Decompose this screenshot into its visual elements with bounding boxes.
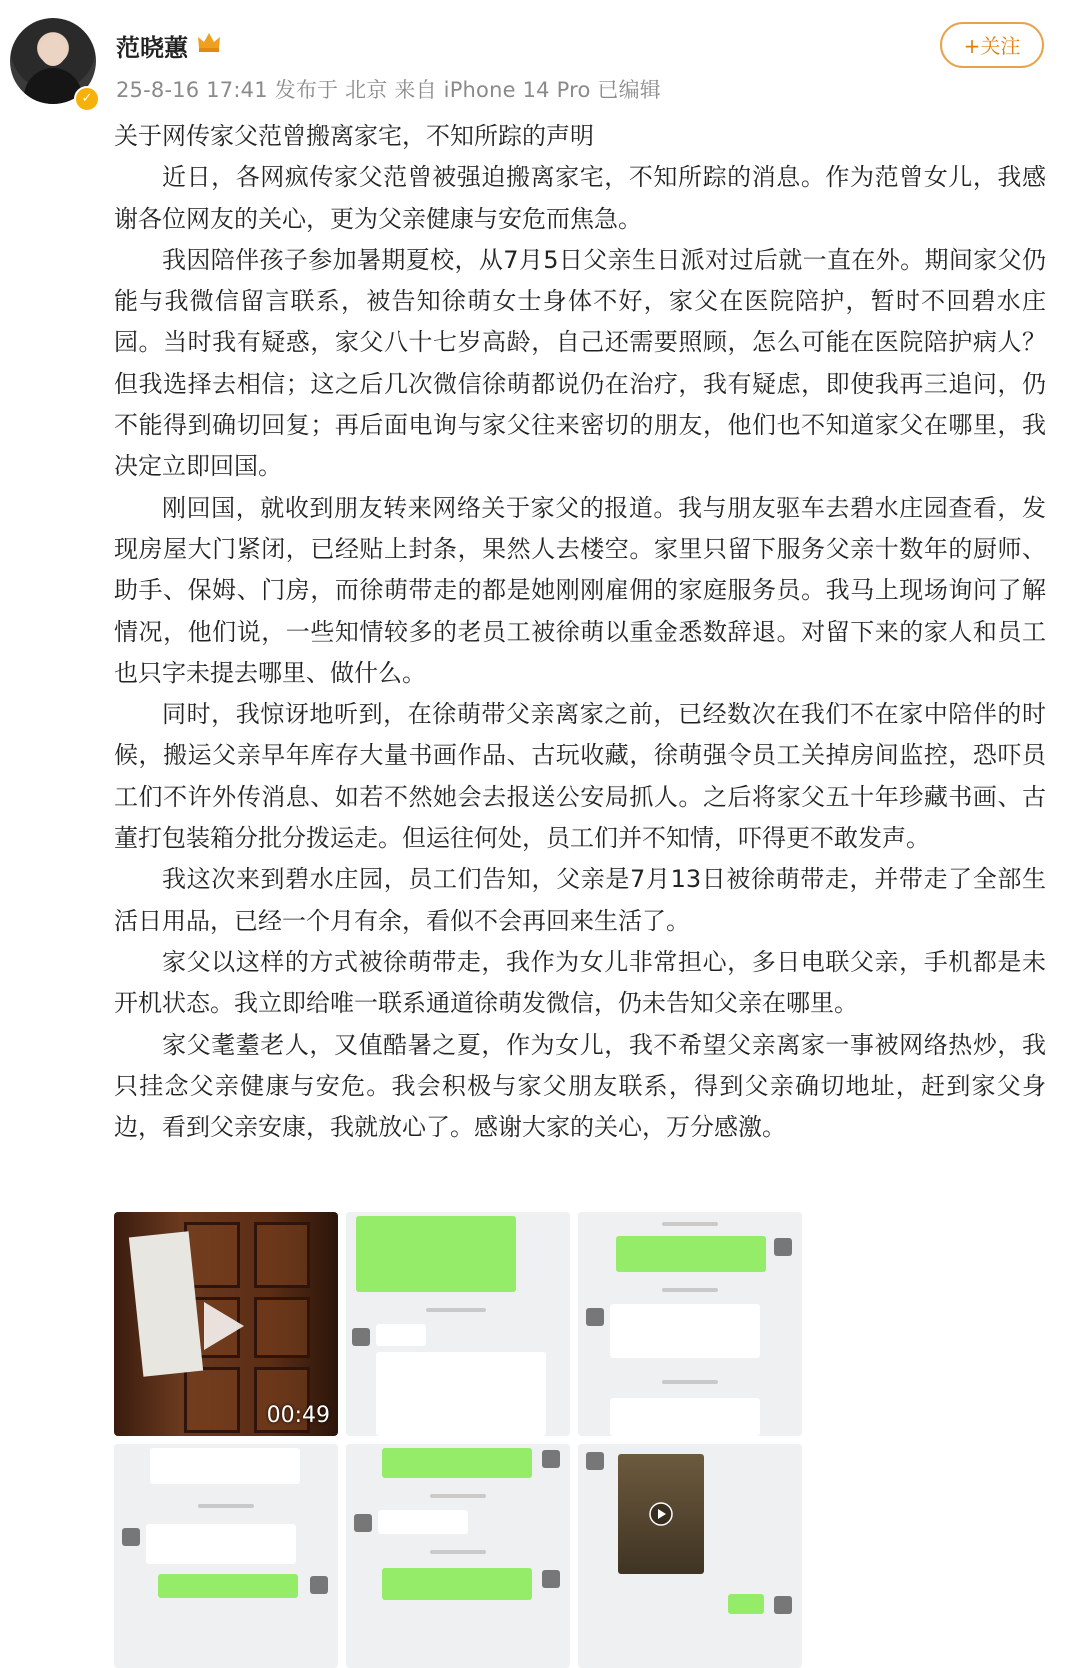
chat-screenshot-image[interactable] <box>346 1212 570 1436</box>
chat-timestamp <box>662 1288 718 1292</box>
chat-bubble-received <box>610 1304 760 1358</box>
chat-bubble-received <box>610 1398 760 1436</box>
verified-badge-icon: ✓ <box>74 86 100 112</box>
chat-bubble-sent <box>158 1574 298 1598</box>
chat-avatar <box>310 1576 328 1594</box>
chat-video-preview <box>618 1454 704 1574</box>
chat-screenshot-image[interactable] <box>578 1212 802 1436</box>
post-paragraph: 同时，我惊讶地听到，在徐萌带父亲离家之前，已经数次在我们不在家中陪伴的时候，搬运父亲早年库存大量书画作品、古玩收藏，徐萌强令员工关掉房间监控，恐吓员工们不许外传消息、如若不然她会去报送公安局抓人。之后将家父五十年珍藏书画、古董打包装箱分批分拨运走。但运往何处，员工们并不知情，吓得更不敢发声。 <box>114 700 1046 853</box>
chat-avatar <box>586 1452 604 1470</box>
user-name[interactable]: 范晓蕙 <box>116 34 188 62</box>
chat-timestamp <box>430 1494 486 1498</box>
chat-bubble-sent <box>616 1236 766 1272</box>
door-panel <box>184 1367 240 1433</box>
chat-screenshot-image[interactable] <box>346 1444 570 1668</box>
chat-avatar <box>774 1596 792 1614</box>
chat-avatar <box>774 1238 792 1256</box>
chat-avatar <box>542 1450 560 1468</box>
chat-bubble-received <box>146 1524 296 1564</box>
chat-avatar <box>352 1328 370 1346</box>
chat-timestamp <box>198 1504 254 1508</box>
post-paragraph: 家父耄耋老人，又值酷暑之夏，作为女儿，我不希望父亲离家一事被网络热炒，我只挂念父亲健康与安危。我会积极与家父朋友联系，得到父亲确切地址，赶到家父身边，看到父亲安康，我就放心了。感谢大家的关心，万分感激。 <box>114 1030 1046 1142</box>
crown-icon <box>196 30 222 54</box>
avatar-face <box>40 36 66 66</box>
media-grid <box>114 1212 814 1610</box>
play-icon[interactable] <box>204 1302 244 1350</box>
chat-bubble-received <box>376 1352 546 1436</box>
post-body <box>114 116 1046 1148</box>
door-panel <box>254 1297 310 1358</box>
chat-timestamp <box>662 1380 718 1384</box>
chat-bubble-sent <box>382 1568 532 1600</box>
video-thumbnail[interactable] <box>114 1212 338 1436</box>
post-paragraph: 我因陪伴孩子参加暑期夏校，从7月5日父亲生日派对过后就一直在外。期间家父仍能与我微信留言联系，被告知徐萌女士身体不好，家父在医院陪护，暂时不回碧水庄园。当时我有疑惑，家父八十七岁高龄，自己还需要照顾，怎么可能在医院陪护病人？但我选择去相信；这之后几次微信徐萌都说仍在治疗，我有疑虑，即使我再三追问，仍不能得到确切回复；再后面电询与家父往来密切的朋友，他们也不知道家父在哪里，我决定立即回国。 <box>114 245 1046 481</box>
chat-bubble-sent <box>728 1594 764 1614</box>
chat-bubble-sent <box>382 1448 532 1478</box>
chat-screenshot-image[interactable] <box>114 1444 338 1668</box>
follow-button[interactable]: +关注 <box>940 22 1044 68</box>
chat-video-screenshot-image[interactable] <box>578 1444 802 1668</box>
chat-avatar <box>586 1308 604 1326</box>
chat-avatar <box>542 1570 560 1588</box>
post-paragraph: 刚回国，就收到朋友转来网络关于家父的报道。我与朋友驱车去碧水庄园查看，发现房屋大门紧闭，已经贴上封条，果然人去楼空。家里只留下服务父亲十数年的厨师、助手、保姆、门房，而徐萌带走的都是她刚刚雇佣的家庭服务员。我马上现场询问了解情况，他们说，一些知情较多的老员工被徐萌以重金悉数辞退。对留下来的家人和员工也只字未提去哪里、做什么。 <box>114 493 1046 687</box>
chat-avatar <box>354 1514 372 1532</box>
chat-timestamp <box>426 1308 486 1312</box>
post-header <box>0 0 1076 120</box>
post-paragraph: 家父以这样的方式被徐萌带走，我作为女儿非常担心，多日电联父亲，手机都是未开机状态。我立即给唯一联系通道徐萌发微信，仍未告知父亲在哪里。 <box>114 947 1046 1018</box>
play-icon <box>649 1502 673 1526</box>
video-duration: 00:49 <box>266 1403 330 1428</box>
chat-bubble-received <box>376 1324 426 1346</box>
door-panel <box>254 1222 310 1288</box>
chat-avatar <box>122 1528 140 1546</box>
post-paragraph: 我这次来到碧水庄园，员工们告知，父亲是7月13日被徐萌带走，并带走了全部生活日用品，已经一个月有余，看似不会再回来生活了。 <box>114 865 1046 935</box>
chat-timestamp <box>430 1550 486 1554</box>
chat-bubble-sent <box>356 1216 516 1292</box>
post-meta: 25-8-16 17:41 发布于 北京 来自 iPhone 14 Pro 已编辑 <box>116 78 662 102</box>
post-paragraph: 近日，各网疯传家父范曾被强迫搬离家宅，不知所踪的消息。作为范曾女儿，我感谢各位网友的关心，更为父亲健康与安危而焦急。 <box>114 163 1046 233</box>
chat-timestamp <box>662 1222 718 1226</box>
chat-bubble-received <box>150 1448 300 1484</box>
chat-bubble-received <box>378 1510 468 1534</box>
post-title: 关于网传家父范曾搬离家宅，不知所踪的声明 <box>114 122 594 150</box>
